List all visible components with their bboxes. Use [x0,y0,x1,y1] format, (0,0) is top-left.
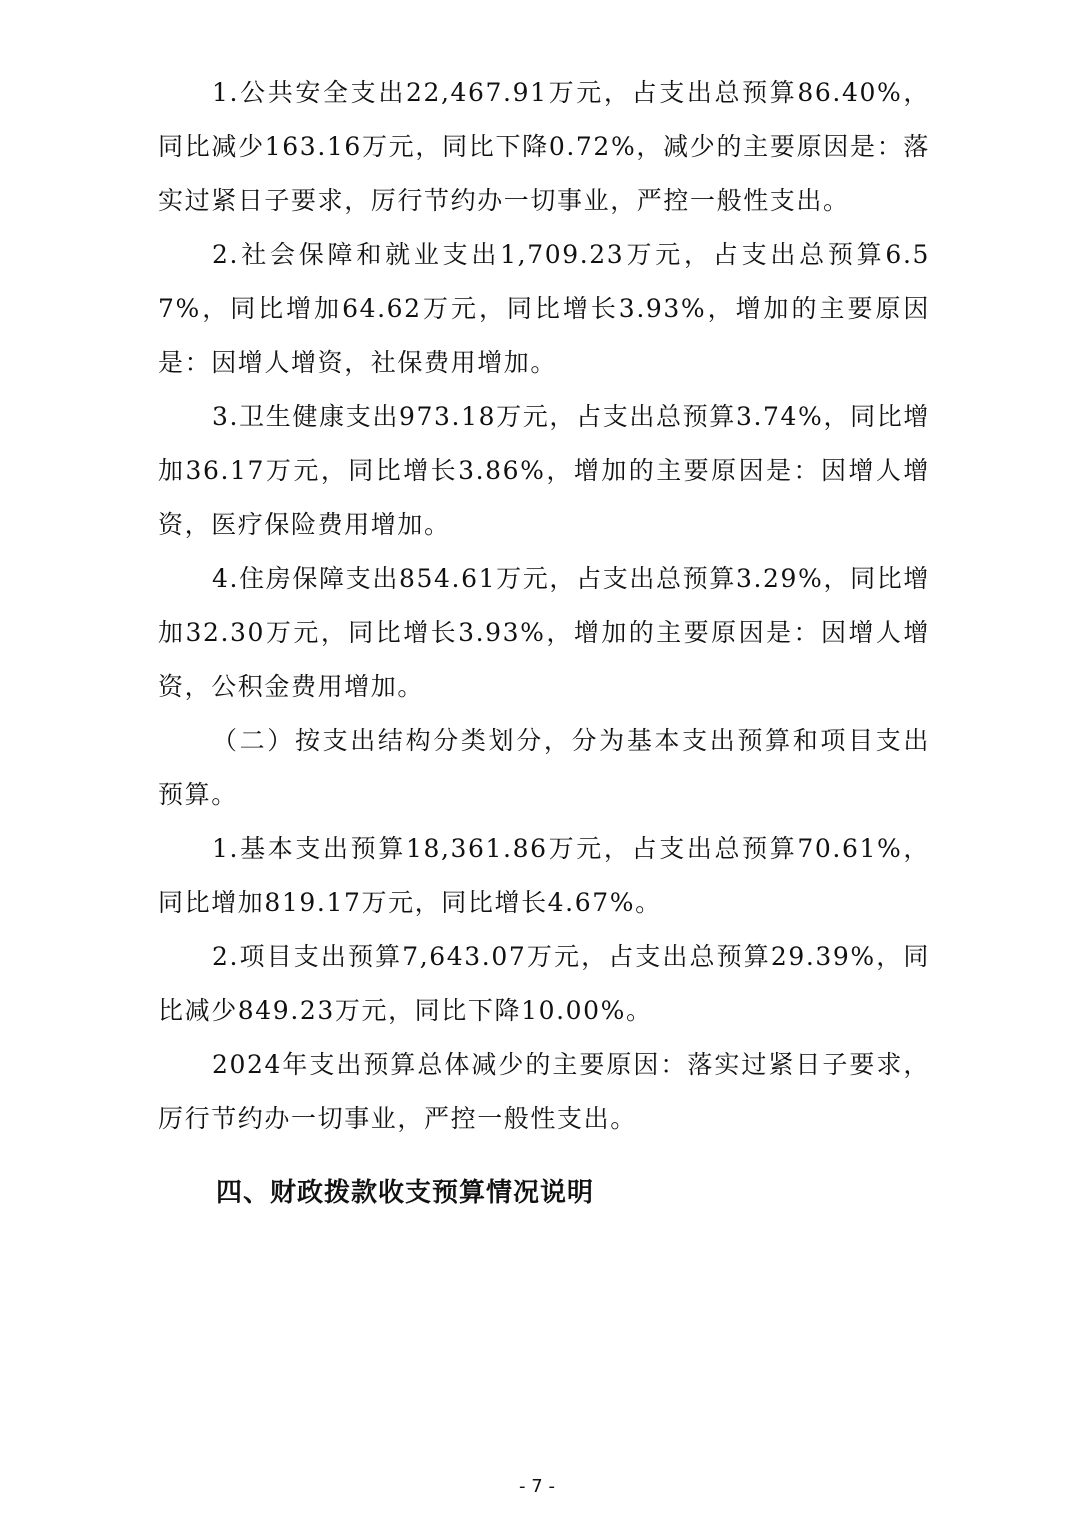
paragraph-structure-classification: （二）按支出结构分类划分，分为基本支出预算和项目支出预算。 [158,726,930,809]
paragraph-social-security: 2.社会保障和就业支出1,709.23万元，占支出总预算6.57%，同比增加64.62万元，同比增长3.93%，增加的主要原因是：因增人增资，社保费用增加。 [158,240,930,377]
paragraph-project-expenditure: 2.项目支出预算7,643.07万元，占支出总预算29.39%，同比减少849.23万元，同比下降10.00%。 [158,942,930,1025]
body-text [158,66,930,1146]
page-number: - 7 - [519,1476,555,1497]
section-heading: 四、财政拨款收支预算情况说明 [216,1178,595,1208]
paragraph-public-safety: 1.公共安全支出22,467.91万元，占支出总预算86.40%，同比减少163.16万元，同比下降0.72%，减少的主要原因是：落实过紧日子要求，厉行节约办一切事业，严控一般性支出。 [158,78,930,215]
paragraph-health: 3.卫生健康支出973.18万元，占支出总预算3.74%，同比增加36.17万元，同比增长3.86%，增加的主要原因是：因增人增资，医疗保险费用增加。 [158,402,930,539]
paragraph-overall-reason: 2024年支出预算总体减少的主要原因：落实过紧日子要求，厉行节约办一切事业，严控一般性支出。 [158,1050,930,1133]
paragraph-basic-expenditure: 1.基本支出预算18,361.86万元，占支出总预算70.61%，同比增加819.17万元，同比增长4.67%。 [158,834,930,917]
paragraph-housing: 4.住房保障支出854.61万元，占支出总预算3.29%，同比增加32.30万元，同比增长3.93%，增加的主要原因是：因增人增资，公积金费用增加。 [158,564,930,701]
